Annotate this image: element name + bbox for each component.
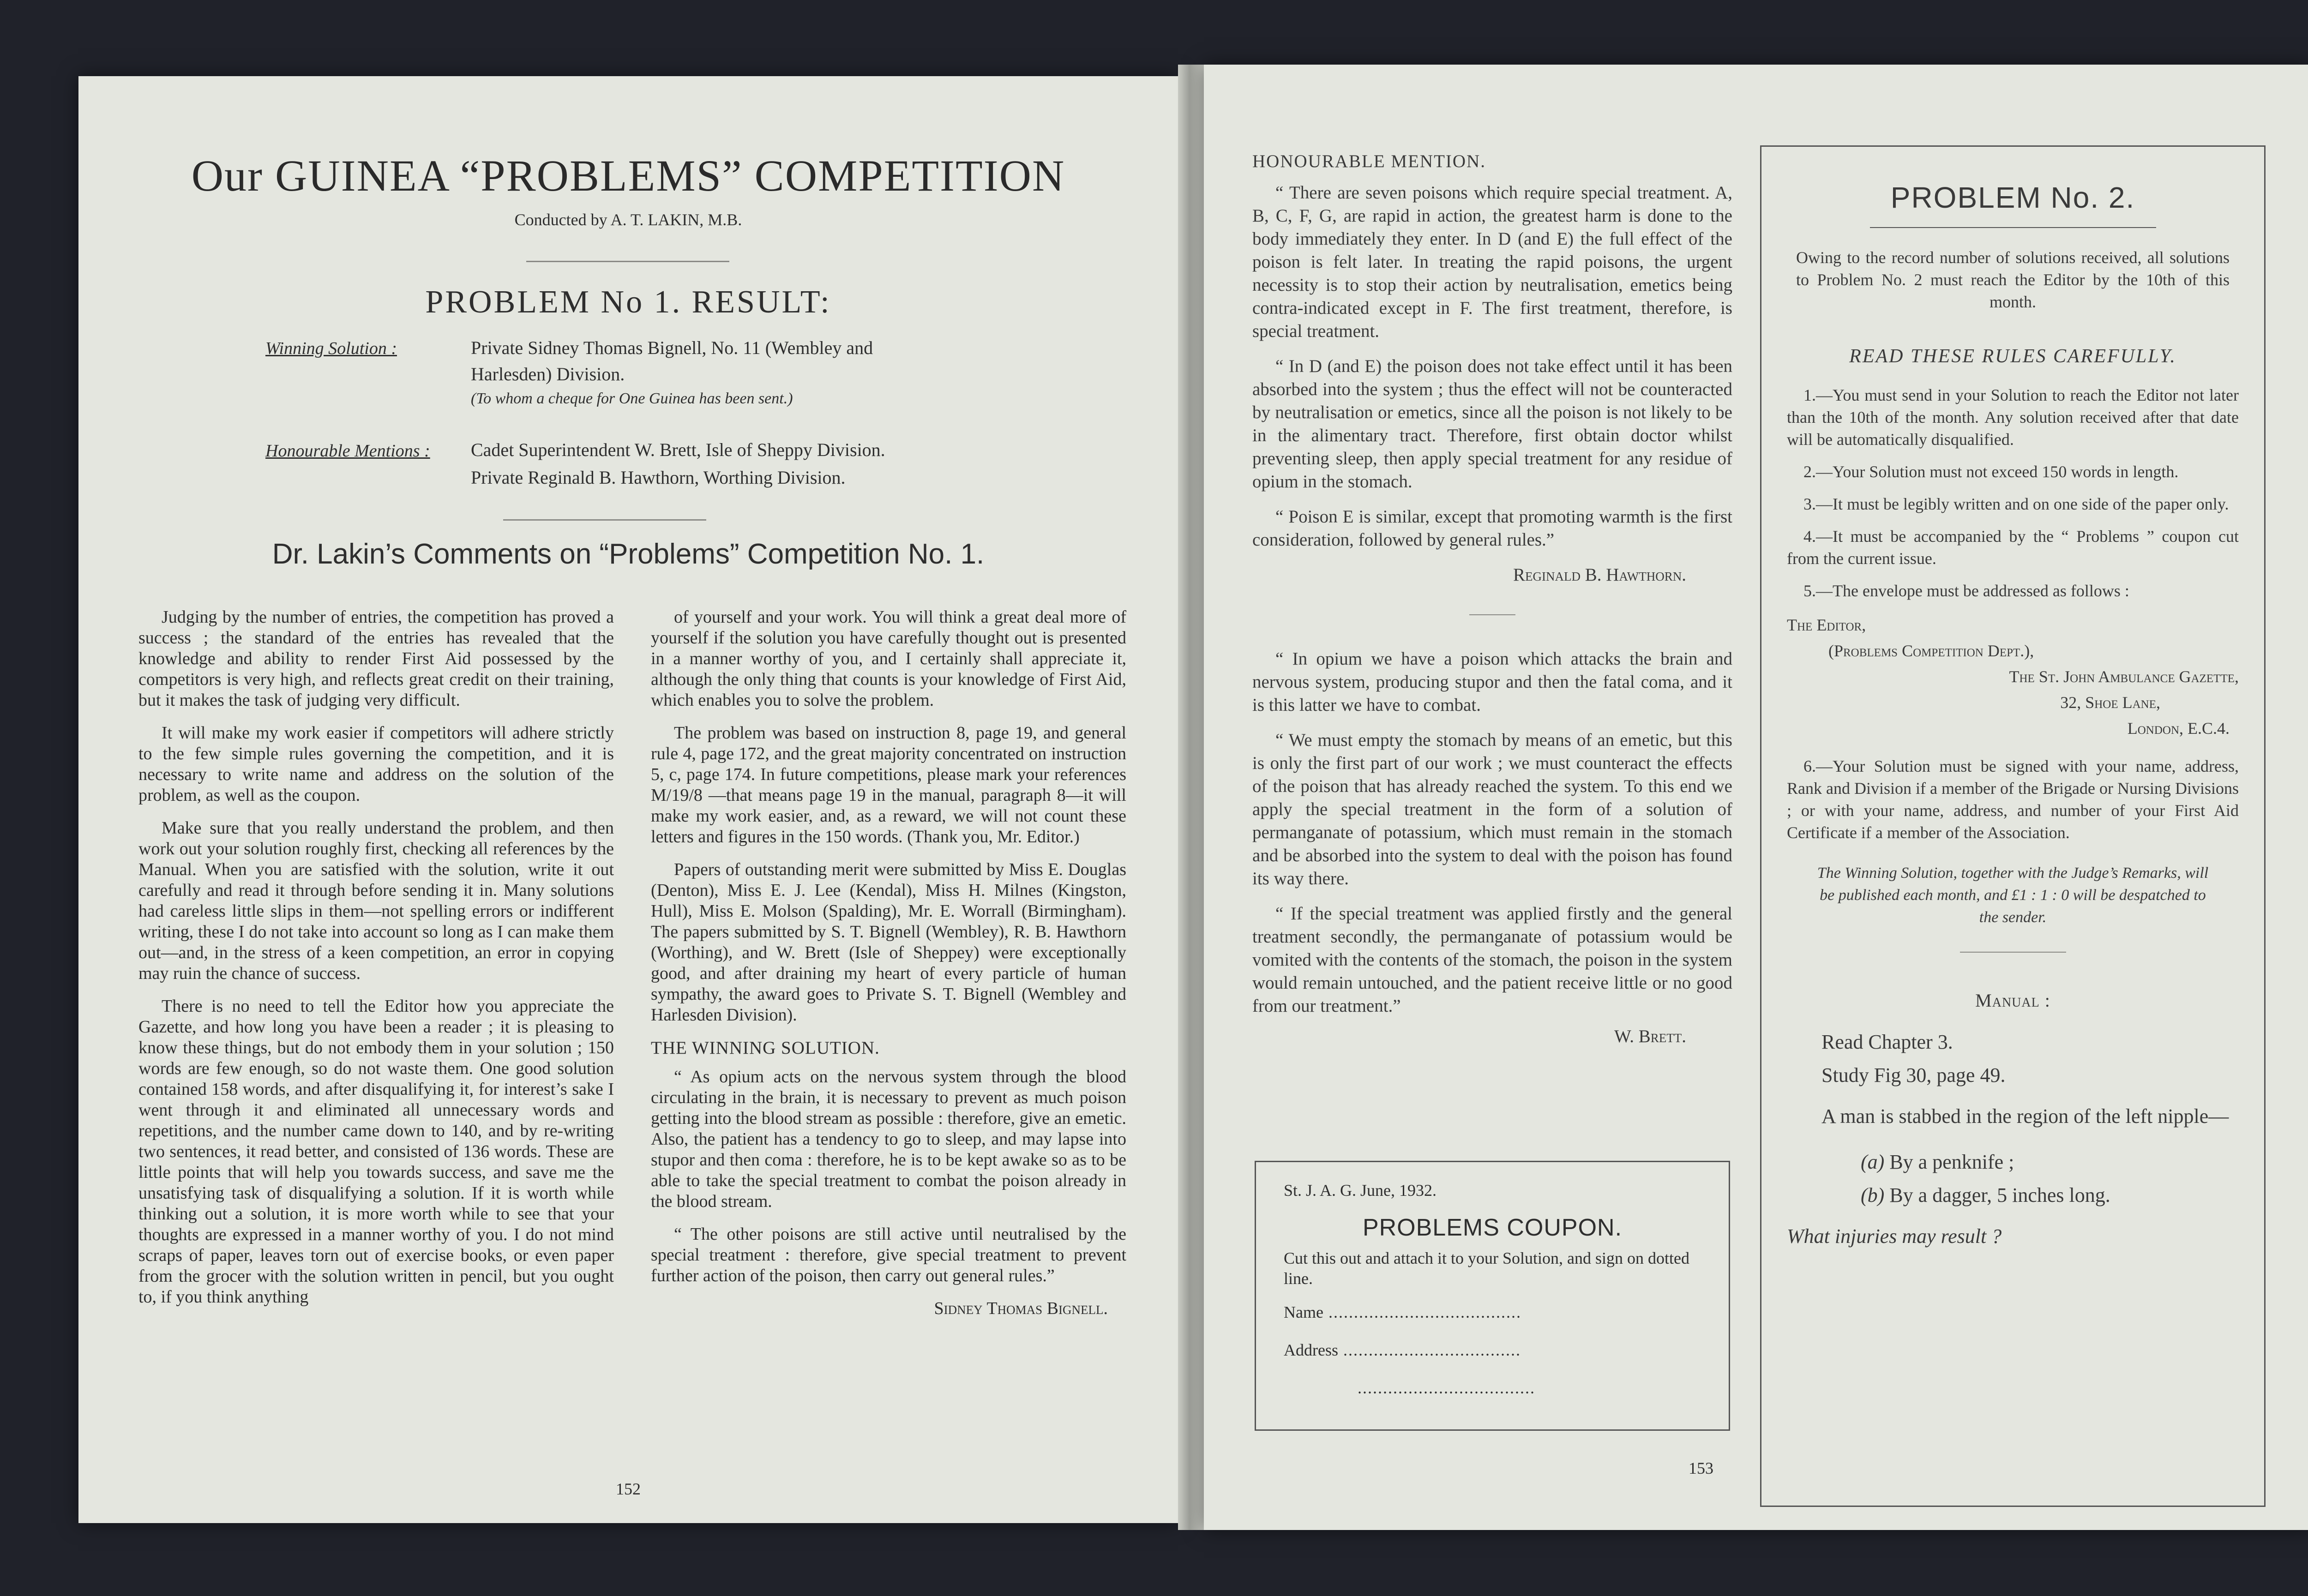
left-page bbox=[78, 76, 1178, 1523]
option-b-letter: (b) bbox=[1861, 1184, 1885, 1206]
note-divider bbox=[1960, 952, 2066, 953]
address-line: The Editor, bbox=[1787, 616, 1866, 634]
problem-2-box bbox=[1760, 145, 2266, 1507]
paragraph: “ In opium we have a poison which attacks the brain and nervous system, producing stupor and then the fatal coma, and it is this latter we have to combat. bbox=[1252, 649, 1732, 715]
option-b bbox=[1787, 1179, 2239, 1212]
brett-signature: W. Brett. bbox=[1614, 1026, 1686, 1046]
address-line: The St. John Ambulance Gazette, bbox=[2009, 667, 2239, 686]
honourable-line2: Private Reginald B. Hawthorn, Worthing Division. bbox=[471, 467, 846, 488]
option-a bbox=[1787, 1146, 2239, 1179]
winning-solution-heading: THE WINNING SOLUTION. bbox=[651, 1038, 880, 1058]
coupon-instructions: Cut this out and attach it to your Solution, and sign on dotted line. bbox=[1284, 1249, 1689, 1288]
honourable-label: Honourable Mentions : bbox=[265, 441, 430, 461]
column-2 bbox=[651, 607, 1126, 1319]
rule-6: 6.—Your Solution must be signed with your name, address, Rank and Division if a member of the Brigade or Nursing Divisions ; or with your name, address, and number of your First Aid Certificate if a member of the Association. bbox=[1787, 757, 2239, 842]
hawthorn-signature: Reginald B. Hawthorn. bbox=[1513, 565, 1686, 585]
divider-top bbox=[526, 261, 729, 262]
rule-4: 4.—It must be accompanied by the “ Problems ” coupon cut from the current issue. bbox=[1787, 527, 2239, 568]
name-label: Name bbox=[1284, 1303, 1323, 1321]
rules-list-continued bbox=[1787, 755, 2239, 844]
paragraph: Judging by the number of entries, the competition has proved a success ; the standard of the entries has revealed that the knowledge and ability to render First Aid possessed by the competitors is very high, and reflects great credit on their training, but it makes the task of judging very difficult. bbox=[138, 607, 614, 710]
winning-line1: Private Sidney Thomas Bignell, No. 11 (Wembley and bbox=[471, 337, 873, 358]
right-page bbox=[1204, 65, 2308, 1530]
page-number-left: 152 bbox=[616, 1480, 641, 1498]
option-a-letter: (a) bbox=[1861, 1151, 1885, 1173]
option-b-text: By a dagger, 5 inches long. bbox=[1889, 1184, 2110, 1206]
rule-3: 3.—It must be legibly written and on one side of the paper only. bbox=[1803, 495, 2229, 513]
paragraph: “ We must empty the stomach by means of an emetic, but this is only the first part of our work ; we must counteract the effects of the poison that has already reached the system. To this end we apply the special treatment in the form of a solution of permanganate of potassium, which must remain in the stomach and be absorbed into the system to deal with the poison has found its way there. bbox=[1252, 730, 1732, 888]
manual-line-1: Read Chapter 3. bbox=[1821, 1031, 1953, 1053]
name-dotted-line[interactable]: ...................................... bbox=[1323, 1303, 1521, 1321]
paragraph: “ Poison E is similar, except that promoting warmth is the first consideration, followed by general rules.” bbox=[1252, 507, 1732, 550]
paragraph: It will make my work easier if competitors will adhere strictly to the few simple rules governing the competition, and it is necessary to write name and address on the solution of the problem, as well as the coupon. bbox=[138, 723, 614, 805]
paragraph: “ As opium acts on the nervous system through the blood circulating in the brain, it is necessary to prevent as much poison getting into the blood stream as possible : therefore, give an emetic. Also, the patient has a tendency to go to sleep, and may lapse into stupor and then coma : therefore, he is to be kept awake so as to be able to take the special treatment to combat the poison already in the blood stream. bbox=[651, 1067, 1126, 1211]
rule-1: 1.—You must send in your Solution to reach the Editor not later than the 10th of the month. Any solution received after that date will be automatically disqualified. bbox=[1787, 386, 2239, 449]
manual-line-2: Study Fig 30, page 49. bbox=[1821, 1064, 2006, 1086]
honourable-mention-heading: HONOURABLE MENTION. bbox=[1252, 151, 1486, 171]
paragraph: Make sure that you really understand the problem, and then work out your solution roughly first, checking all references by the Manual. When you are satisfied with the solution, write it out carefully and read it through before sending it in. Many solutions had careless little slips in them—not spelling errors or indifferent writing, these I do not take into account so long as I can make them out—and, in the stress of a keen competition, an error in copying may ruin the chance of success. bbox=[138, 818, 614, 983]
divider bbox=[1469, 614, 1515, 615]
address-line: (Problems Competition Dept.), bbox=[1828, 642, 2034, 660]
rules-list bbox=[1787, 384, 2239, 602]
paragraph: Papers of outstanding merit were submitted by Miss E. Douglas (Denton), Miss E. J. Lee (Kendal), Miss H. Milnes (Kingston, Hull), Miss E. Molson (Spalding), Mr. E. Worrall (Birmingham). The papers submitted by S. T. Bignell (Wembley), R. B. Hawthorn (Worthing), and W. Brett (Isle of Sheppey) were exceptionally good, and after draining my heart of every particle of human sympathy, the award goes to Private S. T. Bignell (Wembley and Harlesden Division). bbox=[651, 860, 1126, 1025]
comments-heading: Dr. Lakin’s Comments on “Problems” Competition No. 1. bbox=[272, 538, 985, 570]
paragraph: “ In D (and E) the poison does not take effect until it has been absorbed into the system ; thus the effect will not be counteracted by neutralisation or emetics, since all the poison is not likely to be in the alimentary tract. Therefore, first obtain doctor whilst preventing sleep, then apply special treatment for any residue of opium in the stomach. bbox=[1252, 356, 1732, 492]
address-dotted-line[interactable]: ................................... bbox=[1338, 1341, 1521, 1359]
coupon-address-field[interactable] bbox=[1284, 1340, 1701, 1360]
coupon-date: St. J. A. G. June, 1932. bbox=[1284, 1181, 1437, 1200]
editor-address bbox=[1787, 612, 2239, 741]
scenario-text: A man is stabbed in the region of the left nipple— bbox=[1821, 1105, 2229, 1128]
paragraph: “ The other poisons are still active until neutralised by the special treatment : therefore, give special treatment to prevent further action of the poison, then carry out general rules.” bbox=[651, 1224, 1126, 1285]
coupon-name-field[interactable] bbox=[1284, 1302, 1701, 1322]
problem-2-title-underline bbox=[1870, 227, 2156, 228]
book-gutter bbox=[1178, 65, 1204, 1530]
problem-result-heading: PROBLEM No 1. RESULT: bbox=[425, 284, 831, 320]
rules-heading: READ THESE RULES CAREFULLY. bbox=[1849, 346, 2176, 367]
conducted-by: Conducted by A. T. LAKIN, M.B. bbox=[514, 210, 742, 229]
column-1 bbox=[138, 607, 614, 1320]
address-dotted-line-2[interactable]: ................................... bbox=[1358, 1379, 1535, 1397]
divider-mid bbox=[503, 519, 706, 521]
question-text: What injuries may result ? bbox=[1787, 1225, 2002, 1248]
problem-2-title: PROBLEM No. 2. bbox=[1890, 181, 2135, 214]
problems-coupon[interactable] bbox=[1255, 1161, 1730, 1431]
winning-note: (To whom a cheque for One Guinea has been sent.) bbox=[471, 390, 793, 407]
problem-2-intro: Owing to the record number of solutions received, all solutions to Problem No. 2 must reach the Editor by the 10th of this month. bbox=[1796, 248, 2230, 311]
page-number-right: 153 bbox=[1689, 1459, 1713, 1477]
winning-line2: Harlesden) Division. bbox=[471, 364, 625, 384]
paragraph: “ If the special treatment was applied firstly and the general treatment secondly, the permanganate of potassium would be vomited with the contents of the stomach, the poison in the system would remain untouched, and the patient receive little or no good from our treatment.” bbox=[1252, 904, 1732, 1016]
paragraph: of yourself and your work. You will think a great deal more of yourself if the solution you have carefully thought out is presented in a manner worthy of you, and I certainly shall appreciate it, although the only thing that counts is your knowledge of First Aid, which enables you to solve the problem. bbox=[651, 607, 1126, 710]
rule-2: 2.—Your Solution must not exceed 150 words in length. bbox=[1803, 462, 2179, 481]
paragraph: “ There are seven poisons which require special treatment. A, B, C, F, G, are rapid in action, the greatest harm is done to the body immediately they enter. In D (and E) the full effect of the poison is felt later. In treating the rapid poisons, the urgent necessity is to stop their action by neutralisation, emetics being contra-indicated except in F. The first treatment, therefore, is special treatment. bbox=[1252, 183, 1732, 341]
rule-5: 5.—The envelope must be addressed as follows : bbox=[1803, 582, 2129, 600]
honourable-mention-column bbox=[1252, 150, 1732, 1048]
coupon-title: PROBLEMS COUPON. bbox=[1362, 1214, 1623, 1241]
honourable-line1: Cadet Superintendent W. Brett, Isle of Sheppy Division. bbox=[471, 439, 885, 460]
address-label: Address bbox=[1284, 1341, 1338, 1359]
address-line: London, E.C.4. bbox=[2127, 719, 2230, 738]
paragraph: There is no need to tell the Editor how you appreciate the Gazette, and how long you have been a reader ; it is pleasing to know these things, but do not embody them in your solution ; 150 words are few enough, so do not waste them. One good solution contained 158 words, and after disqualifying it, for interest’s sake I went through it and eliminated all unnecessary words and repetitions, and the number came down to 140, and by re-writing two sentences, it read better, and consisted of 136 words. These are little points that will help you towards success, and save me the unsatisfying task of disqualifying a solution. If it is worth while thinking out a solution, it is more worth while to see that your thoughts are expressed in a manner worthy of you. I do not mind scraps of paper, leaves torn out of exercise books, or even paper from the grocer with the solution written in pencil, but you ought to, if you think anything bbox=[138, 996, 614, 1307]
winning-solution-note: The Winning Solution, together with the Judge’s Remarks, will be published each month, and £1 : 1 : 0 will be despatched to the sender. bbox=[1817, 864, 2209, 926]
winning-label: Winning Solution : bbox=[265, 339, 397, 358]
address-line: 32, Shoe Lane, bbox=[2060, 693, 2160, 712]
option-a-text: By a penknife ; bbox=[1889, 1151, 2014, 1173]
solution-signature: Sidney Thomas Bignell. bbox=[934, 1299, 1108, 1318]
paragraph: The problem was based on instruction 8, page 19, and general rule 4, page 172, and the great majority concentrated on instruction 5, c, page 174. In future competitions, please mark your references M/19/8 —that means page 19 in the manual, paragraph 8—it will make my work easier, and, as a reward, we will not count these letters and figures in the 150 words. (Thank you, Mr. Editor.) bbox=[651, 723, 1126, 846]
manual-heading: Manual : bbox=[1975, 990, 2050, 1011]
competition-title: Our GUINEA “PROBLEMS” COMPETITION bbox=[191, 151, 1065, 200]
